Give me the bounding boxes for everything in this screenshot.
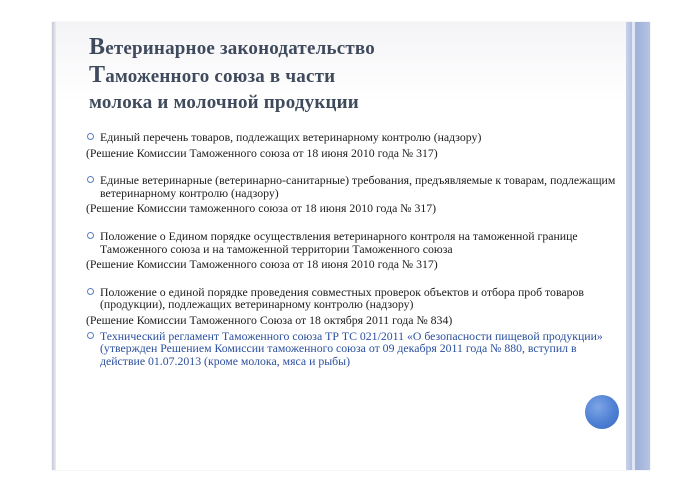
bullet-item-2 <box>86 174 616 199</box>
reference-3: (Решение Комиссии Таможенного союза от 18 июня 2010 года № 317) <box>86 257 438 272</box>
slide-title <box>89 34 589 116</box>
bullet-text: Положение о единой порядке проведения совместных проверок объектов и отбора проб товаров (продукции), подлежащих ветеринарному контролю (надзору) <box>100 284 584 312</box>
reference-2: (Решение Комиссии таможенного союза от 18 июня 2010 года № 317) <box>86 201 437 216</box>
bullet-item-4 <box>86 286 616 311</box>
reference-1: (Решение Комиссии Таможенного союза от 18 июня 2010 года № 317) <box>86 145 438 160</box>
bullet-item-5 <box>86 330 616 368</box>
decorative-circle-icon <box>585 395 619 429</box>
bullet-text: Единые ветеринарные (ветеринарно-санитарные) требования, предъявляемые к товарам, подлежащим ветеринарному контролю (надзору) <box>100 173 616 200</box>
bullet-text: Технический регламент Таможенного союза ТР ТС 021/2011 «О безопасности пищевой продукции» (утвержден Решением Комиссии таможенного союза от 09 декабря 2011 года № 880, вступил в действие 01.07.2013 (кроме молока, мяса и рыбы) <box>100 328 603 368</box>
slide-left-edge <box>52 22 56 470</box>
slide-body <box>86 131 616 367</box>
title-line-3: молока и молочной продукции <box>89 92 359 113</box>
bullet-text: Единый перечень товаров, подлежащих ветеринарному контролю (надзору) <box>100 130 482 144</box>
bullet-circle-icon <box>87 133 94 140</box>
slide <box>52 22 650 470</box>
bullet-circle-icon <box>87 232 94 239</box>
bullet-item-1 <box>86 131 616 144</box>
title-line-1: Ветеринарное законодательство <box>89 34 375 60</box>
slide-right-bar <box>626 22 650 470</box>
reference-4: (Решение Комиссии Таможенного Союза от 18 октября 2011 года № 834) <box>86 312 453 327</box>
bullet-circle-icon <box>87 288 94 295</box>
bullet-item-3 <box>86 230 616 255</box>
title-line-2: Таможенного союза в части <box>89 62 336 88</box>
bullet-circle-icon <box>87 332 94 339</box>
bullet-text: Положение о Едином порядке осуществления ветеринарного контроля на таможенной границе Таможенного союза и на таможенной территории Таможенного союза <box>100 228 578 256</box>
bullet-circle-icon <box>87 176 94 183</box>
